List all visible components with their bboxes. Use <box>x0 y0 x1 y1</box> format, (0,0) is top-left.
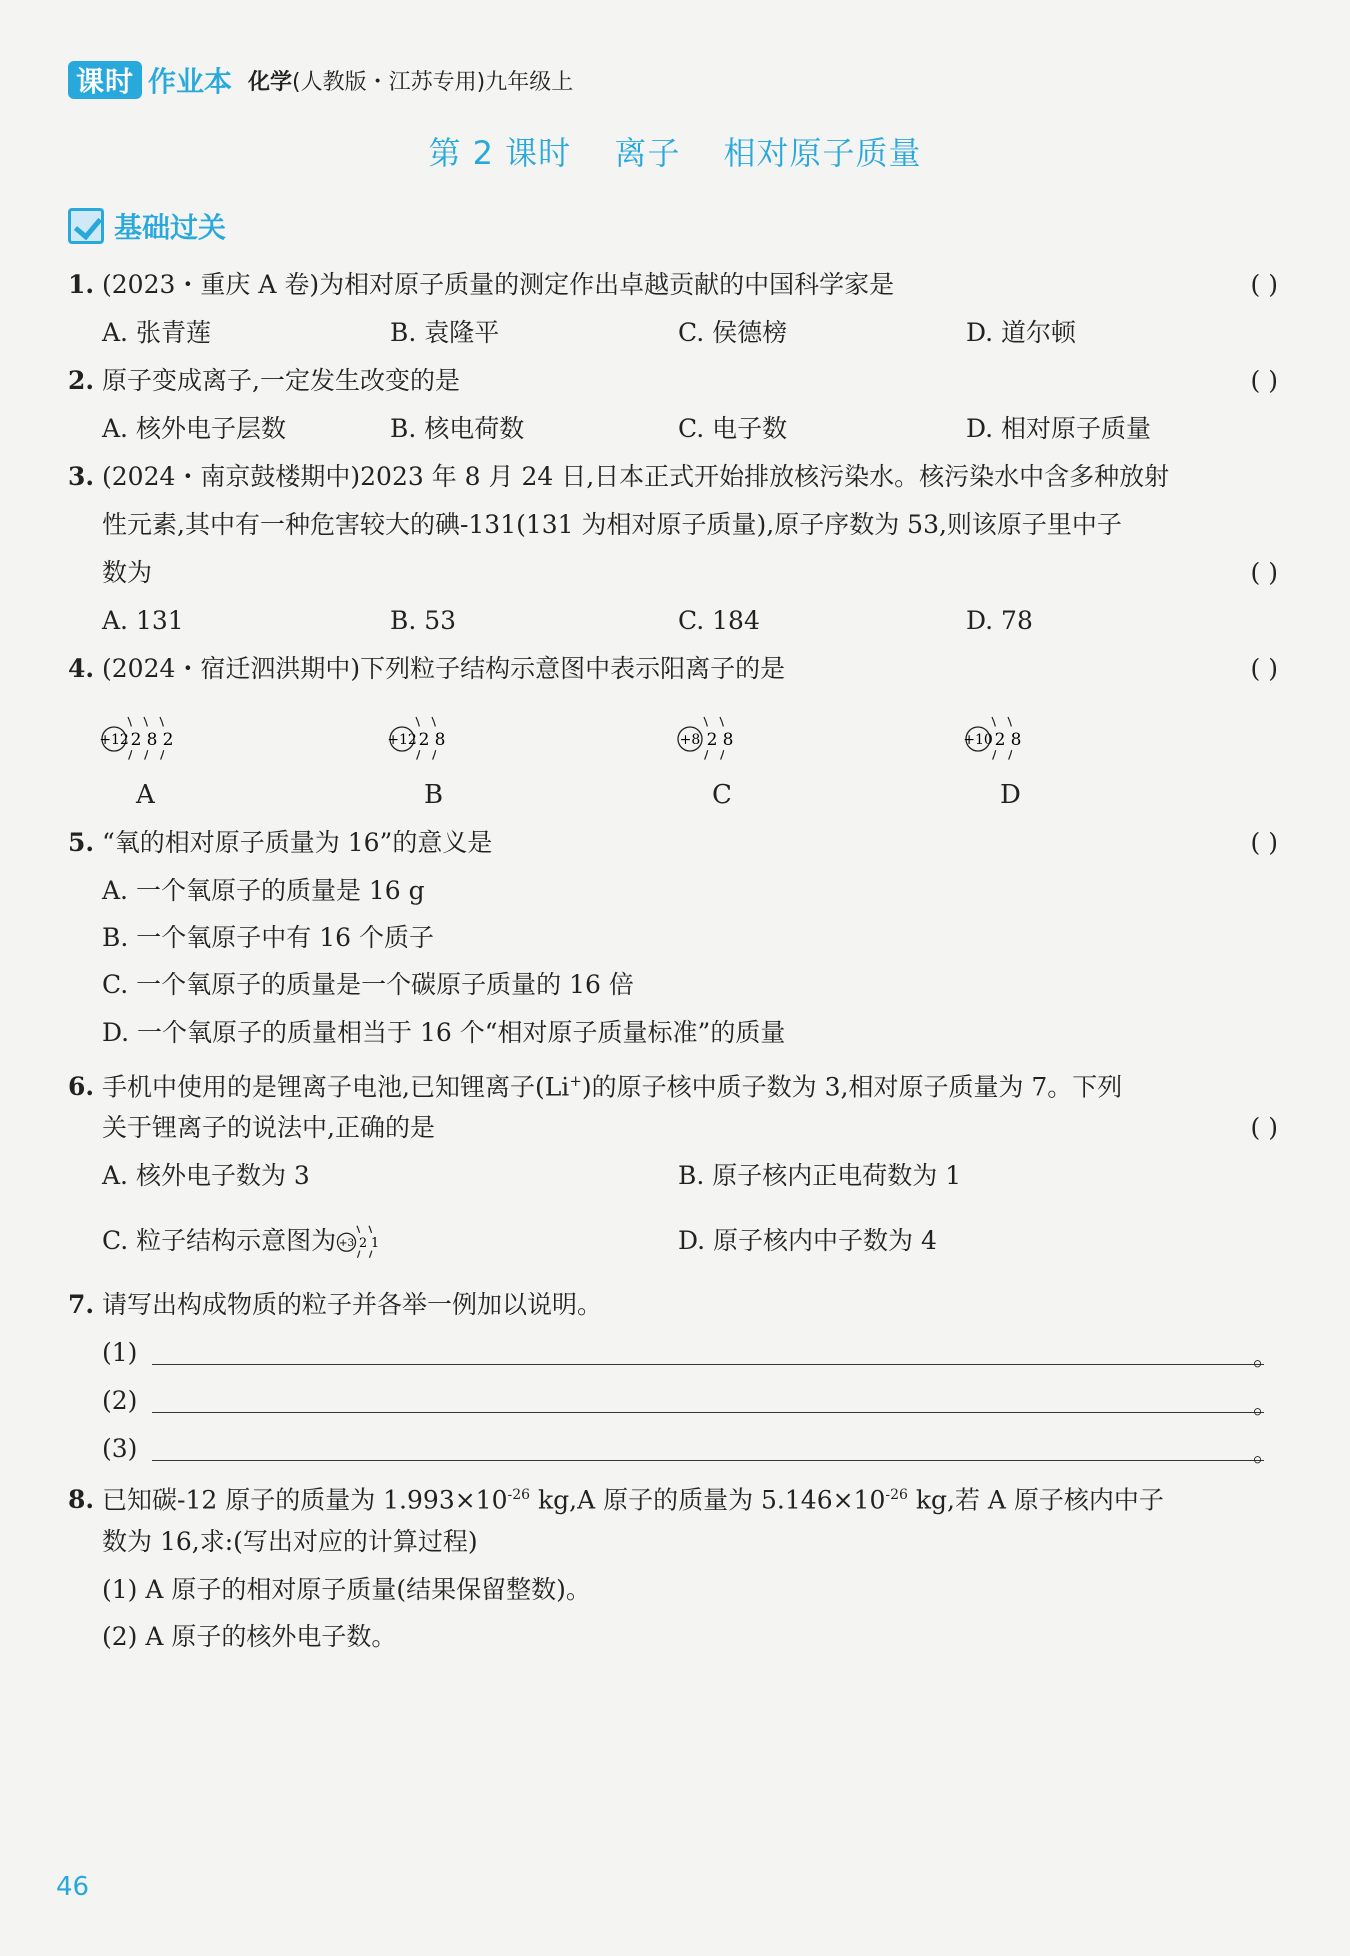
answer-blank-3[interactable] <box>68 1432 1278 1466</box>
option-b[interactable]: B. 核电荷数 <box>390 414 525 443</box>
lesson-topic-1: 离子 <box>614 134 681 172</box>
option-d[interactable]: D. 道尔顿 <box>966 318 1077 347</box>
option-d[interactable]: D. 相对原子质量 <box>966 414 1152 443</box>
option-c[interactable]: C. 电子数 <box>678 414 788 443</box>
question-text: 性元素,其中有一种危害较大的碘-131(131 为相对原子质量),原子序数为 53,则该原子里中子 <box>102 510 1122 539</box>
option-a[interactable]: A. 张青莲 <box>102 318 211 347</box>
atom-structure-diagram <box>388 704 460 774</box>
atom-structure-diagram <box>100 704 188 774</box>
answer-parentheses[interactable]: ( ) <box>1250 654 1278 683</box>
section-label: 基础过关 <box>114 211 227 244</box>
atom-diagram-a <box>100 704 188 778</box>
question-number: 7. <box>68 1290 95 1319</box>
option-d[interactable]: D. 原子核内中子数为 4 <box>678 1226 937 1255</box>
answer-line[interactable] <box>152 1364 1264 1365</box>
electron-count: 8 <box>1010 730 1022 750</box>
edition-text: (人教版・江苏专用)九年级上 <box>292 69 574 95</box>
question-text: 请写出构成物质的粒子并各举一例加以说明。 <box>102 1290 603 1319</box>
answer-parentheses[interactable]: ( ) <box>1250 366 1278 395</box>
question-number: 3. <box>68 462 95 491</box>
question-number: 2. <box>68 366 95 395</box>
nucleus-charge: +12 <box>99 732 129 748</box>
nucleus-charge: +12 <box>387 732 417 748</box>
question-number: 6. <box>68 1072 95 1102</box>
lesson-title <box>0 128 1350 174</box>
question-text: 已知碳-12 原子的质量为 1.993×10 <box>102 1485 508 1515</box>
atom-diagram-b <box>388 704 460 778</box>
electron-count: 8 <box>434 730 446 750</box>
electron-count: 2 <box>359 1235 368 1251</box>
question-8-sub-1: (1) A 原子的相对原子质量(结果保留整数)。 <box>102 1575 591 1604</box>
answer-blank-1[interactable] <box>68 1336 1278 1370</box>
option-b[interactable]: B. 袁隆平 <box>390 318 500 347</box>
period: 。 <box>1252 1438 1278 1467</box>
atom-diagram-d <box>964 704 1036 778</box>
lesson-number: 第 2 课时 <box>428 134 572 172</box>
option-a[interactable]: A. 核外电子层数 <box>102 414 286 443</box>
answer-line[interactable] <box>152 1412 1264 1413</box>
question-2 <box>68 364 1278 398</box>
diagram-label: C <box>712 780 732 810</box>
checkbox-icon <box>68 208 104 244</box>
diagram-label: B <box>424 780 444 810</box>
electron-count: 2 <box>162 730 174 750</box>
question-1 <box>68 268 1278 302</box>
question-text: (2024・南京鼓楼期中)2023 年 8 月 24 日,日本正式开始排放核污染水。核污染水中含多种放射 <box>102 462 1170 491</box>
electron-count: 2 <box>418 730 430 750</box>
nucleus-charge: +3 <box>338 1236 355 1249</box>
answer-blank-2[interactable] <box>68 1384 1278 1418</box>
diagram-label: D <box>1000 780 1021 810</box>
question-number: 4. <box>68 654 95 683</box>
electron-count: 8 <box>146 730 158 750</box>
question-text: (2023・重庆 A 卷)为相对原子质量的测定作出卓越贡献的中国科学家是 <box>102 270 895 299</box>
electron-count: 2 <box>130 730 142 750</box>
answer-parentheses[interactable]: ( ) <box>1250 828 1278 857</box>
brand-logo: 课时 <box>68 61 142 99</box>
question-3-line-2 <box>68 508 1278 542</box>
exponent: -26 <box>507 1487 531 1503</box>
question-6-options-row-2 <box>68 1224 1278 1260</box>
lesson-topic-2: 相对原子质量 <box>723 134 922 172</box>
option-d[interactable]: D. 78 <box>966 606 1033 635</box>
answer-parentheses[interactable]: ( ) <box>1250 558 1278 587</box>
lithium-ion-diagram <box>336 1226 406 1260</box>
section-heading <box>68 206 226 246</box>
option-a[interactable]: A. 核外电子数为 3 <box>102 1161 310 1190</box>
page-number: 46 <box>56 1872 90 1902</box>
option-d[interactable]: D. 一个氧原子的质量相当于 16 个“相对原子质量标准”的质量 <box>102 1018 786 1047</box>
atom-structure-diagram <box>964 704 1036 774</box>
blank-label: (1) <box>102 1338 138 1367</box>
question-text: )的原子核中质子数为 3,相对原子质量为 7。下列 <box>581 1072 1123 1102</box>
electron-count: 8 <box>722 730 734 750</box>
diagram-label: A <box>136 780 155 810</box>
option-c[interactable]: C. 侯德榜 <box>678 318 788 347</box>
question-text: (2024・宿迁泗洪期中)下列粒子结构示意图中表示阳离子的是 <box>102 654 786 683</box>
atom-structure-diagram <box>676 704 748 774</box>
subject-line <box>248 65 573 96</box>
question-text: kg,若 A 原子核内中子 <box>907 1485 1164 1515</box>
question-3-line-3 <box>68 556 1278 590</box>
electron-count: 2 <box>994 730 1006 750</box>
atom-diagram-c <box>676 704 748 778</box>
question-6-options-row-1 <box>68 1159 1278 1193</box>
option-b[interactable]: B. 一个氧原子中有 16 个质子 <box>102 923 434 952</box>
question-5 <box>68 826 1278 860</box>
question-text: 原子变成离子,一定发生改变的是 <box>102 366 460 395</box>
question-text: 关于锂离子的说法中,正确的是 <box>102 1113 435 1142</box>
option-a[interactable]: A. 131 <box>102 606 184 635</box>
charge-superscript: + <box>569 1072 582 1090</box>
nucleus-charge: +10 <box>963 732 993 748</box>
answer-line[interactable] <box>152 1460 1264 1461</box>
subject-name: 化学 <box>248 69 293 95</box>
answer-parentheses[interactable]: ( ) <box>1250 1113 1278 1142</box>
blank-label: (2) <box>102 1386 138 1415</box>
question-4 <box>68 652 1278 686</box>
question-text: 数为 <box>102 558 153 587</box>
brand-name: 作业本 <box>148 65 233 98</box>
question-1-options <box>68 316 1278 350</box>
atom-structure-diagram <box>336 1216 390 1269</box>
question-number: 8. <box>68 1485 95 1515</box>
option-c[interactable]: C. 184 <box>678 606 760 635</box>
option-b[interactable]: B. 原子核内正电荷数为 1 <box>678 1161 962 1190</box>
question-text: “氧的相对原子质量为 16”的意义是 <box>102 828 493 857</box>
question-8-sub-2: (2) A 原子的核外电子数。 <box>102 1622 397 1651</box>
exponent: -26 <box>885 1487 908 1503</box>
question-3-line-1 <box>68 460 1278 494</box>
period: 。 <box>1252 1390 1278 1419</box>
page-header <box>68 60 573 100</box>
option-b[interactable]: B. 53 <box>390 606 457 635</box>
option-c-text: C. 粒子结构示意图为 <box>102 1226 337 1255</box>
question-2-options <box>68 412 1278 446</box>
question-number: 5. <box>68 828 95 857</box>
question-number: 1. <box>68 270 95 299</box>
question-6-line-1 <box>68 1064 1278 1104</box>
question-text: 手机中使用的是锂离子电池,已知锂离子(Li <box>102 1072 570 1102</box>
period: 。 <box>1252 1342 1278 1371</box>
question-8-line-1 <box>68 1478 1278 1517</box>
question-8-line-2: 数为 16,求:(写出对应的计算过程) <box>102 1527 478 1556</box>
electron-count: 1 <box>371 1235 380 1251</box>
electron-count: 2 <box>706 730 718 750</box>
option-c[interactable]: C. 一个氧原子的质量是一个碳原子质量的 16 倍 <box>102 970 634 999</box>
blank-label: (3) <box>102 1434 138 1463</box>
option-a[interactable]: A. 一个氧原子的质量是 16 g <box>102 876 425 905</box>
question-7 <box>68 1288 1278 1322</box>
answer-parentheses[interactable]: ( ) <box>1250 270 1278 299</box>
option-c[interactable] <box>102 1224 678 1260</box>
question-6-line-2 <box>68 1111 1278 1145</box>
question-text: kg,A 原子的质量为 5.146×10 <box>530 1485 886 1515</box>
nucleus-charge: +8 <box>679 732 701 748</box>
question-3-options <box>68 604 1278 638</box>
